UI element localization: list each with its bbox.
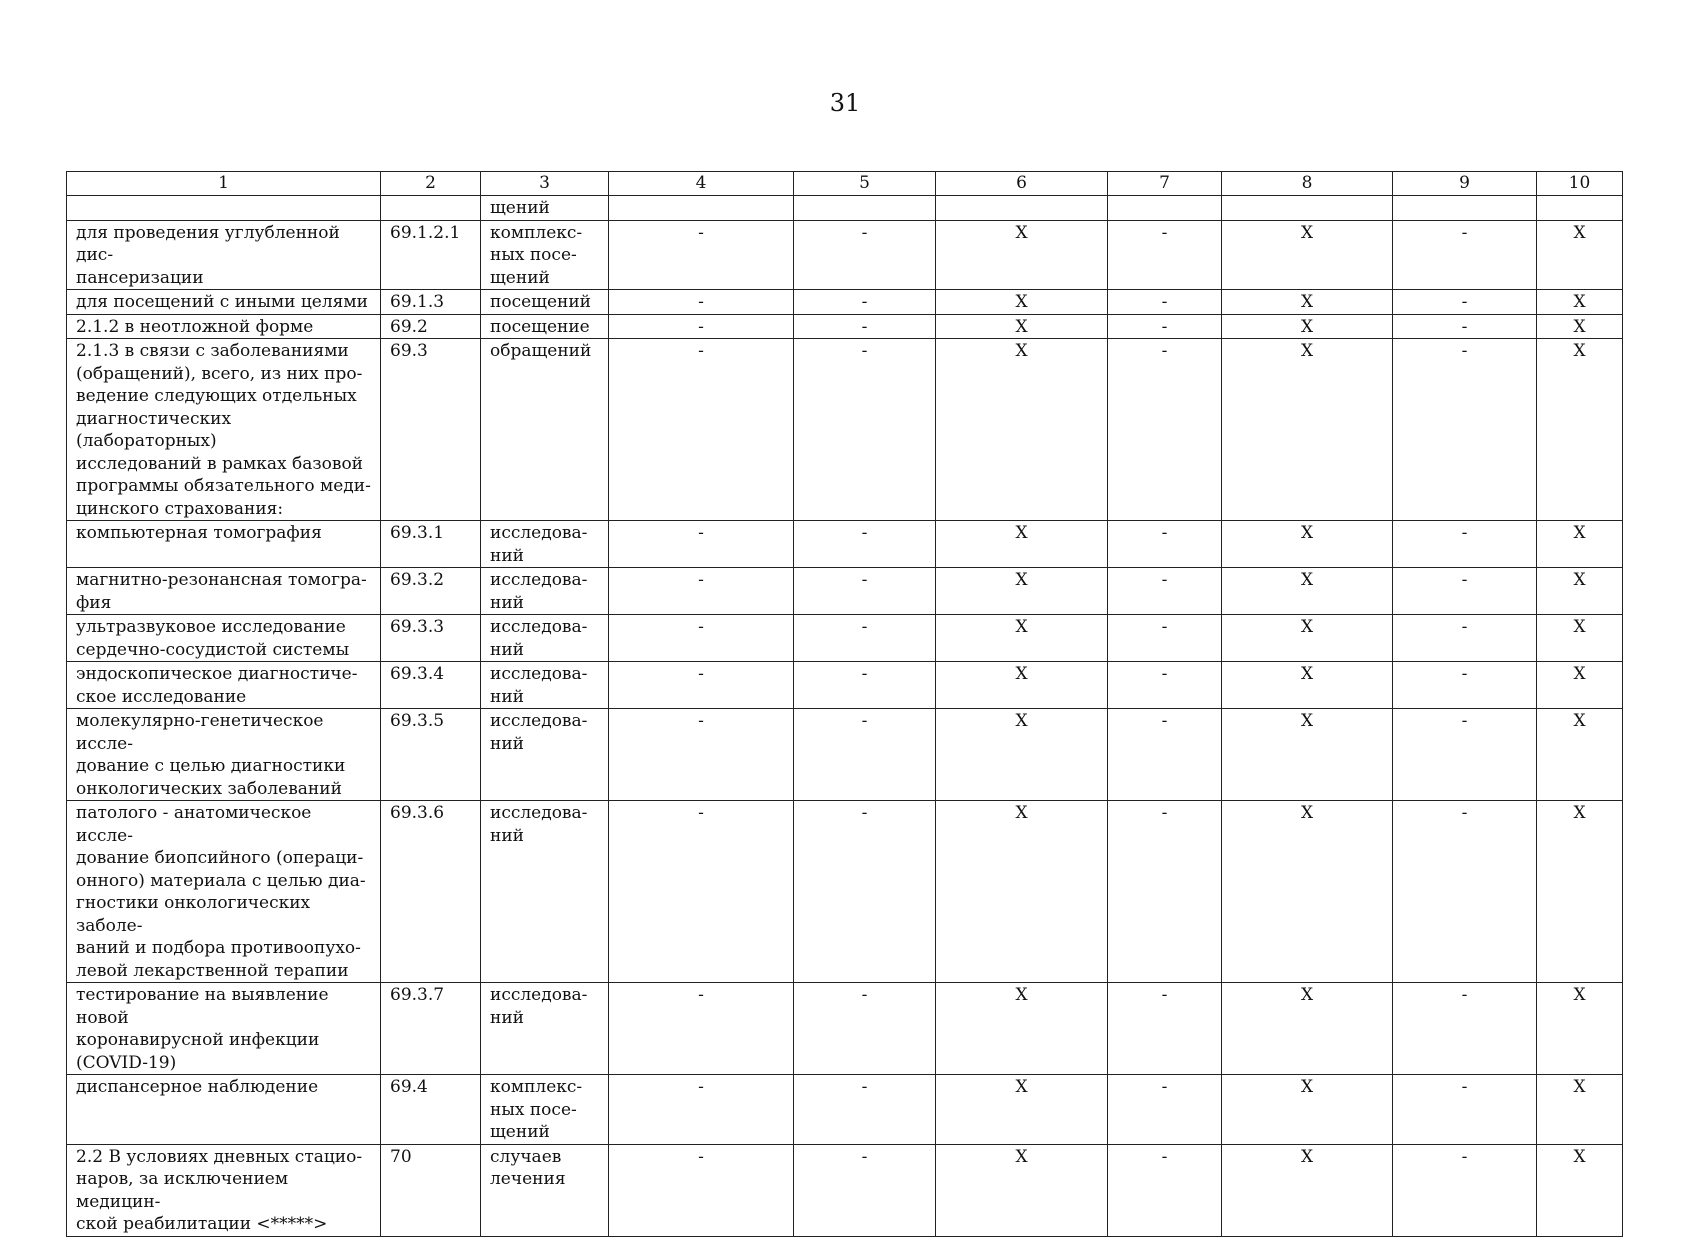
table-row: [67, 615, 1623, 662]
row-value-cell: -: [609, 1144, 794, 1236]
row-value-cell: [936, 196, 1108, 221]
row-name-cell: патолого - анатомическое иссле- дование биопсийного (операци- онного) материала с целью диа- гностики онкологических заболе- ваний и подбора противоопухо- левой лекарственной терапии: [67, 801, 381, 983]
row-value-cell: -: [794, 314, 936, 339]
row-value-cell: X: [1537, 314, 1623, 339]
row-value-cell: -: [794, 1144, 936, 1236]
table-row: [67, 1075, 1623, 1145]
row-name-cell: эндоскопическое диагностиче- ское исследование: [67, 662, 381, 709]
row-value-cell: -: [1108, 801, 1222, 983]
row-code-cell: 69.3.4: [381, 662, 481, 709]
row-name-cell: для проведения углубленной дис- пансеризации: [67, 220, 381, 290]
row-unit-cell: посещение: [481, 314, 609, 339]
row-value-cell: [609, 196, 794, 221]
row-value-cell: -: [794, 709, 936, 801]
row-value-cell: -: [1108, 1144, 1222, 1236]
row-value-cell: X: [1222, 521, 1393, 568]
row-value-cell: -: [1393, 615, 1537, 662]
row-value-cell: -: [609, 615, 794, 662]
row-value-cell: -: [609, 314, 794, 339]
column-number: 10: [1537, 172, 1623, 196]
row-code-cell: 69.3.3: [381, 615, 481, 662]
row-value-cell: -: [794, 220, 936, 290]
row-value-cell: -: [609, 568, 794, 615]
row-value-cell: -: [1108, 662, 1222, 709]
row-value-cell: X: [1537, 290, 1623, 315]
column-number: 4: [609, 172, 794, 196]
row-unit-cell: исследова- ний: [481, 709, 609, 801]
row-value-cell: -: [609, 709, 794, 801]
row-code-cell: 69.1.2.1: [381, 220, 481, 290]
row-value-cell: -: [1108, 709, 1222, 801]
row-name-cell: компьютерная томография: [67, 521, 381, 568]
row-value-cell: X: [936, 615, 1108, 662]
row-name-cell: тестирование на выявление новой коронавирусной инфекции (COVID-19): [67, 983, 381, 1075]
row-code-cell: 69.3.1: [381, 521, 481, 568]
row-value-cell: -: [1108, 521, 1222, 568]
column-number: 1: [67, 172, 381, 196]
row-value-cell: [1222, 196, 1393, 221]
row-value-cell: -: [1393, 220, 1537, 290]
column-number: 6: [936, 172, 1108, 196]
row-unit-cell: посещений: [481, 290, 609, 315]
row-value-cell: X: [1537, 1075, 1623, 1145]
column-number: 8: [1222, 172, 1393, 196]
row-value-cell: -: [1108, 339, 1222, 521]
row-value-cell: X: [1222, 615, 1393, 662]
row-value-cell: X: [1222, 220, 1393, 290]
row-unit-cell: исследова- ний: [481, 521, 609, 568]
table-row: [67, 290, 1623, 315]
row-value-cell: -: [1108, 1075, 1222, 1145]
table-row: [67, 568, 1623, 615]
row-value-cell: -: [1108, 220, 1222, 290]
row-unit-cell: щений: [481, 196, 609, 221]
row-name-cell: 2.1.3 в связи с заболеваниями (обращений), всего, из них про- ведение следующих отдельных диагностических (лабораторных) исследований в рамках базовой программы обязательного меди- цинского страхования:: [67, 339, 381, 521]
column-number-row: [67, 172, 1623, 196]
row-value-cell: X: [1222, 568, 1393, 615]
row-value-cell: X: [936, 709, 1108, 801]
row-value-cell: X: [936, 1075, 1108, 1145]
row-value-cell: [794, 196, 936, 221]
column-number: 3: [481, 172, 609, 196]
row-value-cell: X: [936, 662, 1108, 709]
row-value-cell: [1537, 196, 1623, 221]
row-value-cell: -: [609, 1075, 794, 1145]
row-name-cell: 2.1.2 в неотложной форме: [67, 314, 381, 339]
data-table: [66, 171, 1623, 1237]
table-row: [67, 196, 1623, 221]
table-row: [67, 220, 1623, 290]
row-code-cell: 69.2: [381, 314, 481, 339]
column-number: 9: [1393, 172, 1537, 196]
row-value-cell: X: [1537, 662, 1623, 709]
row-value-cell: X: [936, 220, 1108, 290]
row-name-cell: 2.2 В условиях дневных стацио- наров, за исключением медицин- ской реабилитации <*****>: [67, 1144, 381, 1236]
row-value-cell: -: [794, 1075, 936, 1145]
row-value-cell: -: [1108, 568, 1222, 615]
row-code-cell: 69.3: [381, 339, 481, 521]
row-value-cell: -: [1393, 568, 1537, 615]
row-code-cell: [381, 196, 481, 221]
row-code-cell: 69.3.7: [381, 983, 481, 1075]
row-value-cell: -: [609, 290, 794, 315]
row-value-cell: -: [1108, 983, 1222, 1075]
row-value-cell: X: [936, 1144, 1108, 1236]
row-value-cell: -: [609, 521, 794, 568]
row-value-cell: -: [1393, 983, 1537, 1075]
column-number: 7: [1108, 172, 1222, 196]
table-row: [67, 983, 1623, 1075]
row-unit-cell: комплекс- ных посе- щений: [481, 220, 609, 290]
row-value-cell: X: [1222, 339, 1393, 521]
table-row: [67, 709, 1623, 801]
row-value-cell: -: [794, 521, 936, 568]
row-name-cell: диспансерное наблюдение: [67, 1075, 381, 1145]
row-value-cell: -: [794, 290, 936, 315]
row-name-cell: для посещений с иными целями: [67, 290, 381, 315]
row-unit-cell: комплекс- ных посе- щений: [481, 1075, 609, 1145]
row-value-cell: -: [1108, 615, 1222, 662]
row-value-cell: -: [1393, 709, 1537, 801]
row-code-cell: 69.3.2: [381, 568, 481, 615]
row-value-cell: -: [1393, 290, 1537, 315]
row-unit-cell: исследова- ний: [481, 568, 609, 615]
row-name-cell: [67, 196, 381, 221]
row-value-cell: X: [1537, 709, 1623, 801]
row-value-cell: X: [1222, 983, 1393, 1075]
row-code-cell: 69.4: [381, 1075, 481, 1145]
row-value-cell: -: [1108, 290, 1222, 315]
row-value-cell: -: [794, 983, 936, 1075]
table-row: [67, 521, 1623, 568]
row-name-cell: ультразвуковое исследование сердечно-сосудистой системы: [67, 615, 381, 662]
row-value-cell: X: [1537, 615, 1623, 662]
row-value-cell: -: [1393, 1144, 1537, 1236]
row-code-cell: 69.3.6: [381, 801, 481, 983]
row-value-cell: -: [609, 662, 794, 709]
row-value-cell: -: [1393, 521, 1537, 568]
row-value-cell: X: [1537, 983, 1623, 1075]
row-value-cell: -: [609, 983, 794, 1075]
row-value-cell: X: [1222, 1144, 1393, 1236]
row-value-cell: X: [1537, 220, 1623, 290]
row-value-cell: X: [936, 568, 1108, 615]
row-value-cell: X: [1537, 521, 1623, 568]
row-code-cell: 70: [381, 1144, 481, 1236]
table-row: [67, 801, 1623, 983]
row-value-cell: X: [936, 983, 1108, 1075]
row-value-cell: -: [609, 339, 794, 521]
column-number: 2: [381, 172, 481, 196]
row-value-cell: X: [936, 521, 1108, 568]
row-value-cell: X: [936, 801, 1108, 983]
row-value-cell: -: [794, 568, 936, 615]
row-value-cell: X: [1537, 339, 1623, 521]
row-value-cell: -: [609, 220, 794, 290]
row-unit-cell: случаев лечения: [481, 1144, 609, 1236]
row-unit-cell: исследова- ний: [481, 662, 609, 709]
row-value-cell: -: [794, 339, 936, 521]
table-row: [67, 314, 1623, 339]
table-row: [67, 339, 1623, 521]
row-value-cell: -: [1393, 801, 1537, 983]
row-value-cell: -: [1393, 339, 1537, 521]
row-value-cell: X: [1537, 1144, 1623, 1236]
row-value-cell: -: [1108, 314, 1222, 339]
row-value-cell: X: [1537, 801, 1623, 983]
table-row: [67, 662, 1623, 709]
row-unit-cell: обращений: [481, 339, 609, 521]
row-value-cell: X: [936, 339, 1108, 521]
row-value-cell: -: [794, 662, 936, 709]
row-value-cell: X: [1222, 709, 1393, 801]
row-value-cell: X: [936, 314, 1108, 339]
row-code-cell: 69.3.5: [381, 709, 481, 801]
row-value-cell: X: [1222, 662, 1393, 709]
row-name-cell: магнитно-резонансная томогра- фия: [67, 568, 381, 615]
row-value-cell: -: [1393, 314, 1537, 339]
row-value-cell: [1108, 196, 1222, 221]
row-value-cell: -: [1393, 1075, 1537, 1145]
row-value-cell: X: [1222, 801, 1393, 983]
row-value-cell: X: [1222, 314, 1393, 339]
row-value-cell: X: [936, 290, 1108, 315]
row-value-cell: [1393, 196, 1537, 221]
row-value-cell: X: [1222, 1075, 1393, 1145]
page-number: 31: [829, 89, 861, 117]
row-value-cell: X: [1537, 568, 1623, 615]
row-value-cell: -: [609, 801, 794, 983]
row-code-cell: 69.1.3: [381, 290, 481, 315]
row-name-cell: молекулярно-генетическое иссле- дование с целью диагностики онкологических заболеваний: [67, 709, 381, 801]
row-unit-cell: исследова- ний: [481, 983, 609, 1075]
row-value-cell: X: [1222, 290, 1393, 315]
row-value-cell: -: [794, 615, 936, 662]
row-unit-cell: исследова- ний: [481, 801, 609, 983]
row-value-cell: -: [794, 801, 936, 983]
row-unit-cell: исследова- ний: [481, 615, 609, 662]
column-number: 5: [794, 172, 936, 196]
row-value-cell: -: [1393, 662, 1537, 709]
table-row: [67, 1144, 1623, 1236]
